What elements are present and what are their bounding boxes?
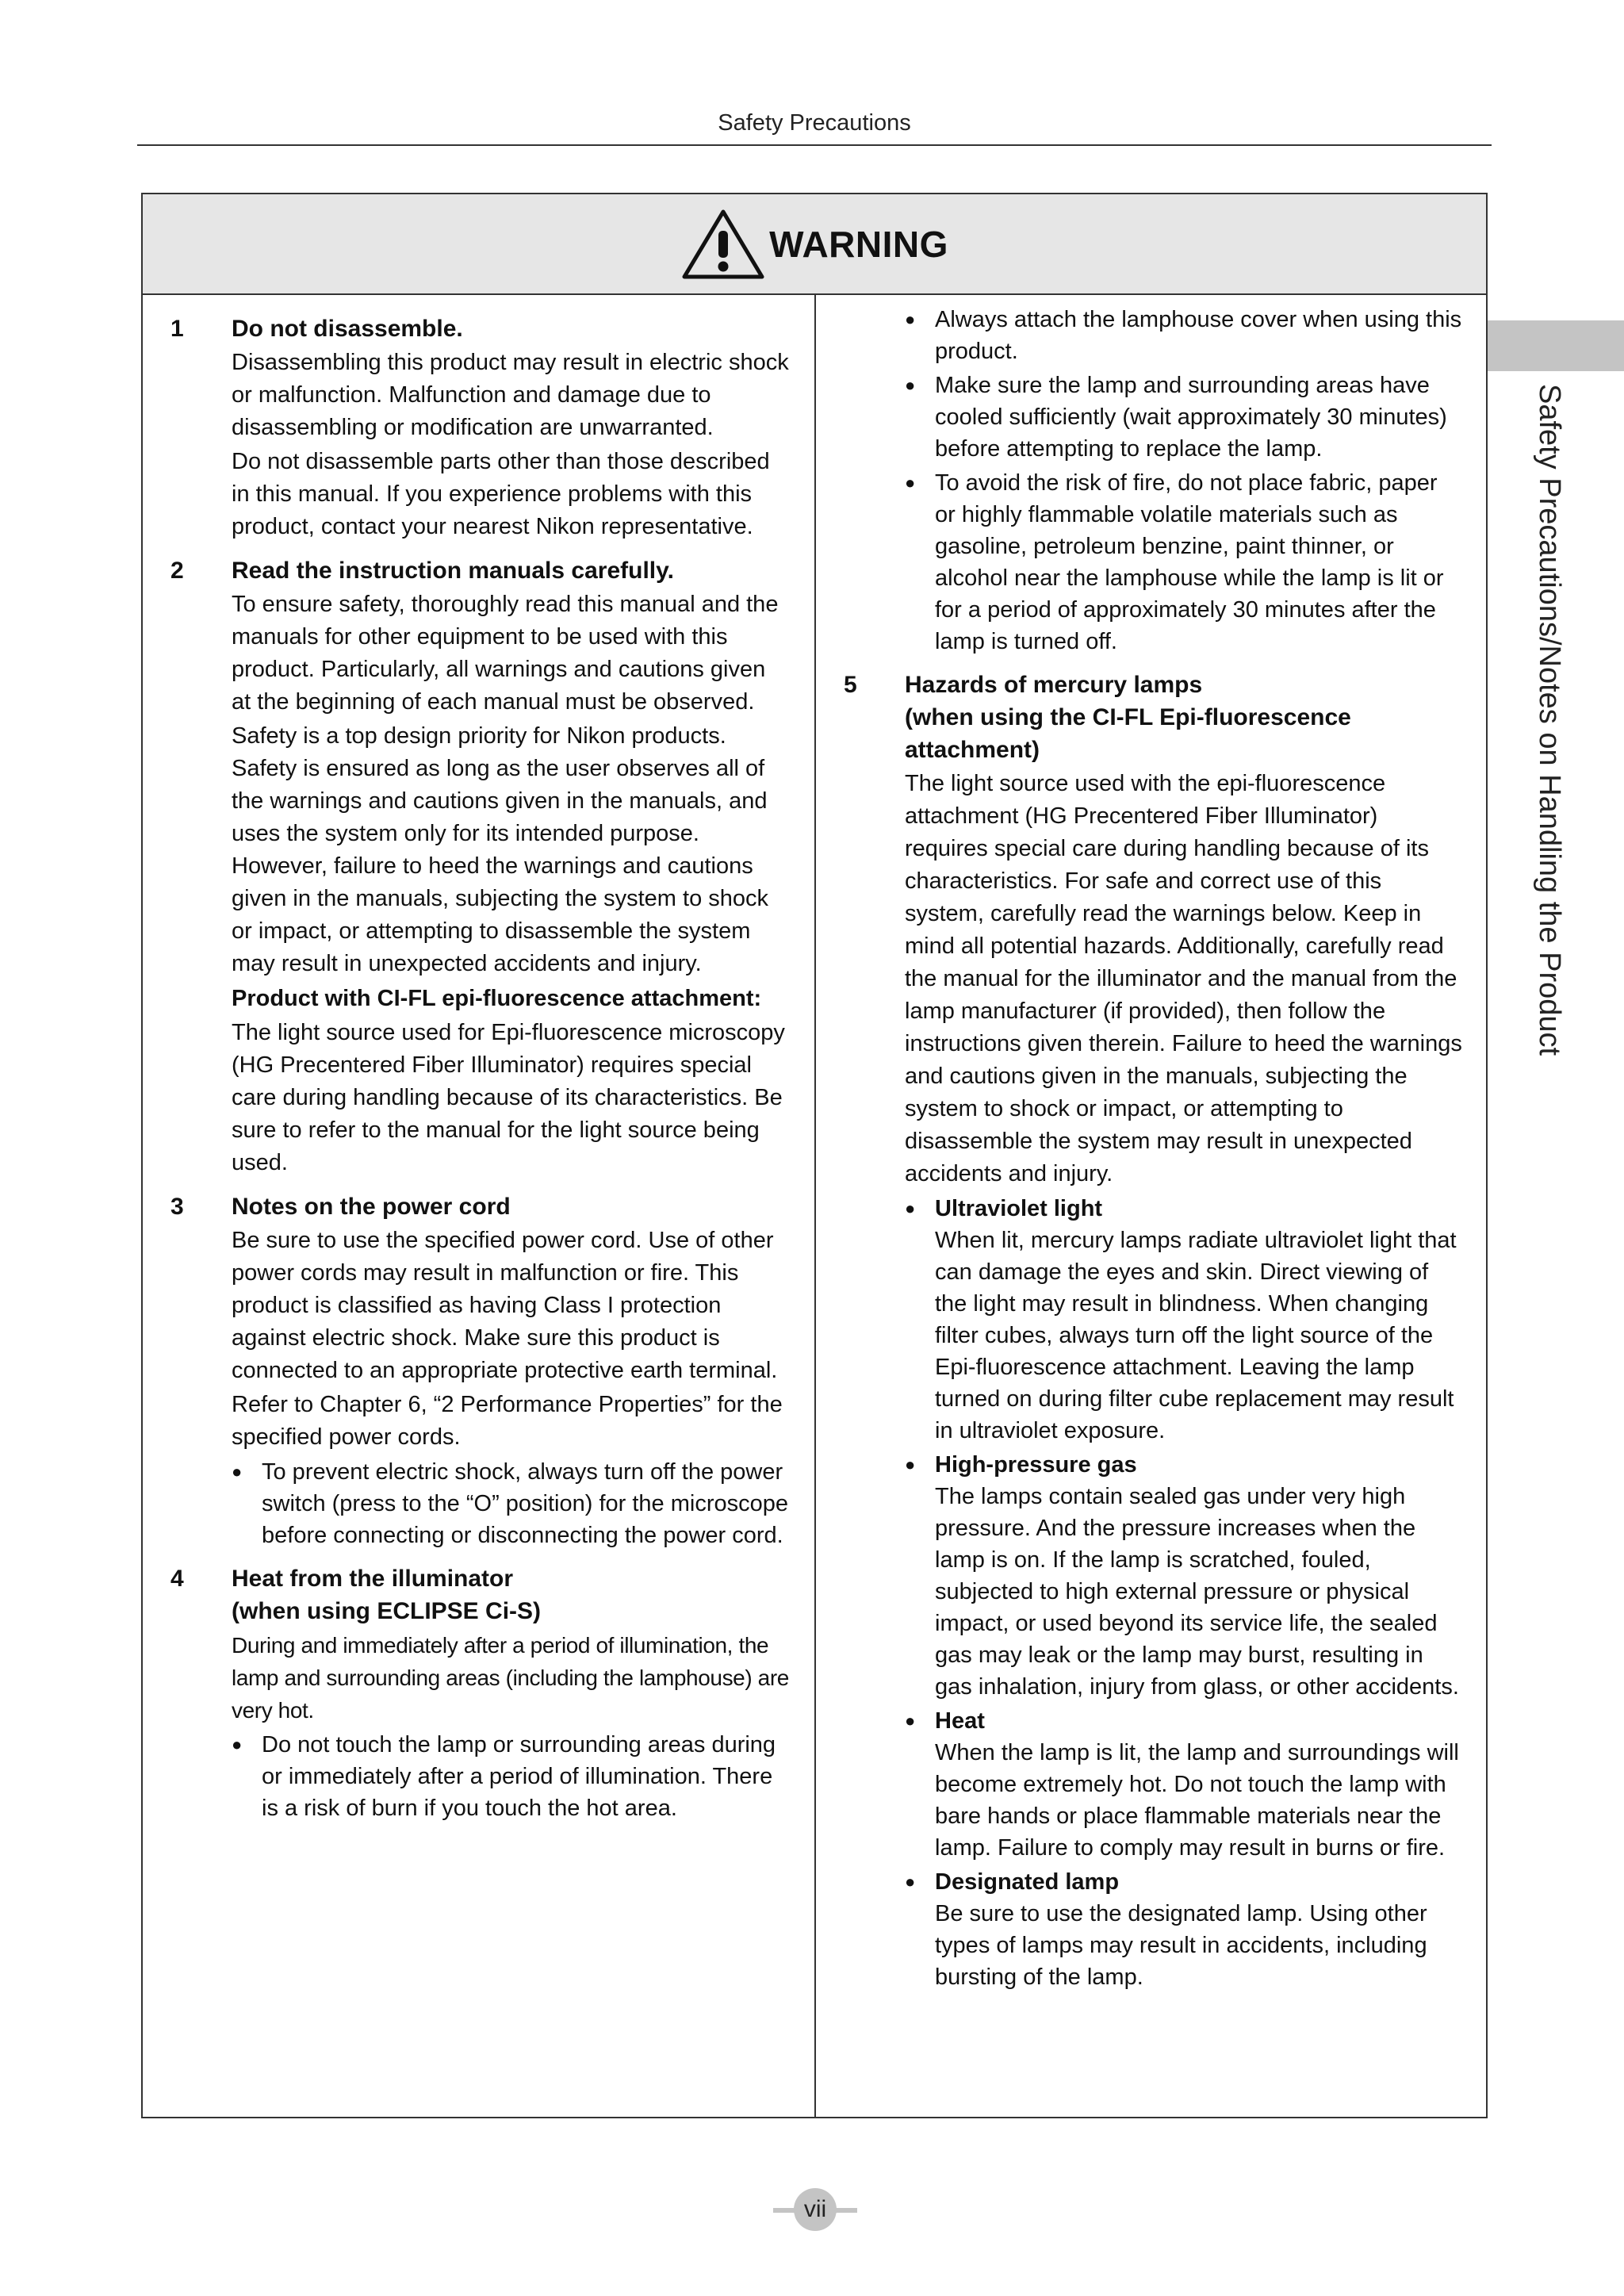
item-title: Do not disassemble. [232, 316, 463, 342]
item-title-qualifier: (when using the CI-FL Epi-fluorescence attachment) [905, 704, 1351, 763]
hazard-ultraviolet [905, 1193, 1462, 1447]
item-number: 3 [170, 1194, 184, 1220]
warning-columns [143, 295, 1486, 2117]
hazard-title: ● Heat [935, 1708, 985, 1734]
warning-box [141, 193, 1488, 2118]
item-paragraph: Be sure to use the specified power cord. Use of other power cords may result in malfunction or fire. This product is classified as having Class I protection against electric shock. Make sure this product is connected to an appropriate protective earth terminal. [232, 1228, 778, 1383]
hazard-heat [905, 1705, 1462, 1864]
item-number: 1 [170, 316, 184, 342]
warning-triangle-icon [680, 207, 766, 282]
item-number: 5 [844, 672, 857, 698]
bullet-list-continued [844, 304, 1462, 657]
bullet-item: ● Always attach the lamphouse cover when using this product. [905, 304, 1462, 367]
bullet-list [232, 1729, 791, 1824]
bullet-item: ● Make sure the lamp and surrounding areas have cooled sufficiently (wait approximately 30 minutes) before attempting to replace the lamp. [905, 370, 1462, 465]
item-paragraph: Refer to Chapter 6, “2 Performance Properties” for the specified power cords. [232, 1392, 783, 1450]
item-paragraph: The light source used with the epi-fluorescence attachment (HG Precentered Fiber Illuminator) requires special care during handling because of its characteristics. For safe and correct use of this system, carefully read the warnings below. Keep in mind all potential hazards. Additionally, carefully read the manual for the illuminator and the manual from the lamp manufacturer (if provided), then follow the instructions given therein. Failure to heed the warnings and cautions given in the manuals, subjecting the system to shock or impact, or attempting to disassemble the system may result in unexpected accidents and injury. [905, 771, 1462, 1186]
bullet-list [232, 1456, 791, 1551]
page-number-badge [773, 2188, 857, 2231]
item-number: 4 [170, 1566, 184, 1592]
hazard-designated-lamp [905, 1866, 1462, 1993]
item-title: Notes on the power cord [232, 1194, 511, 1220]
item-title: Read the instruction manuals carefully. [232, 558, 674, 584]
bullet-item: ● To avoid the risk of fire, do not place fabric, paper or highly flammable volatile materials such as gasoline, petroleum benzine, paint thinner, or alcohol near the lamphouse while the lamp is lit or for a period of approximately 30 minutes after the lamp is turned off. [905, 467, 1462, 657]
item-title: Heat from the illuminator [232, 1566, 514, 1592]
hazard-text: The lamps contain sealed gas under very high pressure. And the pressure increases when the lamp is on. If the lamp is scratched, fouled, subjected to high external pressure or physical impact, or used beyond its service life, the sealed gas may leak or the lamp may burst, resulting in gas inhalation, injury from glass, or other accidents. [935, 1484, 1459, 1700]
item-paragraph: To ensure safety, thoroughly read this manual and the manuals for other equipment to be used with this product. Particularly, all warnings and cautions given at the beginning of each manual must be observed. [232, 592, 779, 715]
item-title-qualifier: (when using ECLIPSE Ci-S) [232, 1598, 542, 1624]
hazard-title: ● High-pressure gas [935, 1452, 1137, 1478]
item-number: 2 [170, 558, 184, 584]
warning-item-5 [844, 669, 1462, 1993]
header-rule [137, 144, 1492, 146]
item-paragraph: Do not disassemble parts other than those described in this manual. If you experience problems with this product, contact your nearest Nikon representative. [232, 449, 770, 539]
hazard-list [905, 1193, 1462, 1993]
warning-header [143, 194, 1486, 295]
hazard-text: When the lamp is lit, the lamp and surroundings will become extremely hot. Do not touch the lamp with bare hands or place flammable materials near the lamp. Failure to comply may result in burns or fire. [935, 1740, 1459, 1861]
item-paragraph: Safety is a top design priority for Nikon products. Safety is ensured as long as the user observes all of the warnings and cautions given in the manuals, and uses the system only for its intended purpose. However, failure to heed the warnings and cautions given in the manuals, subjecting the system to shock or impact, or attempting to disassemble the system may result in unexpected accidents and injury. [232, 723, 769, 976]
bullet-item: ● Do not touch the lamp or surrounding areas during or immediately after a period of illumination. There is a risk of burn if you touch the hot area. [232, 1729, 791, 1824]
item-paragraph: During and immediately after a period of illumination, the lamp and surrounding areas (including the lamphouse) are very hot. [232, 1633, 789, 1723]
item-paragraph: Disassembling this product may result in electric shock or malfunction. Malfunction and damage due to disassembling or modification are unwarranted. [232, 350, 789, 440]
hazard-title: ● Designated lamp [935, 1869, 1120, 1895]
warning-title: WARNING [769, 223, 948, 265]
right-column [816, 295, 1486, 2117]
item-subheading: Product with CI-FL epi-fluorescence attachment: [232, 986, 762, 1011]
left-column [143, 295, 816, 2117]
warning-item-4 [170, 1562, 791, 1824]
page-header-title: Safety Precautions [718, 110, 911, 136]
hazard-title: ● Ultraviolet light [935, 1196, 1103, 1221]
item-title: Hazards of mercury lamps [905, 672, 1203, 698]
hazard-text: Be sure to use the designated lamp. Using other types of lamps may result in accidents, including bursting of the lamp. [935, 1901, 1427, 1990]
section-tab-marker [1488, 320, 1624, 371]
hazard-text: When lit, mercury lamps radiate ultraviolet light that can damage the eyes and skin. Direct viewing of the light may result in blindness. When changing filter cubes, always turn off the light source of the Epi-fluorescence attachment. Leaving the lamp turned on during filter cube replacement may result in ultraviolet exposure. [935, 1228, 1457, 1443]
side-section-label-text: Safety Precautions/Notes on Handling the Product [1533, 384, 1566, 1056]
page-number: vii [794, 2188, 837, 2231]
warning-item-1 [170, 312, 791, 543]
bullet-item: ● To prevent electric shock, always turn off the power switch (press to the “O” position) for the microscope before connecting or disconnecting the power cord. [232, 1456, 791, 1551]
hazard-high-pressure-gas [905, 1449, 1462, 1703]
item-paragraph: The light source used for Epi-fluorescence microscopy (HG Precentered Fiber Illuminator) requires special care during handling because of its characteristics. Be sure to refer to the manual for the light source being used. [232, 1020, 785, 1175]
warning-item-2 [170, 554, 791, 1179]
side-section-label [1526, 384, 1573, 1129]
warning-item-3 [170, 1190, 791, 1551]
